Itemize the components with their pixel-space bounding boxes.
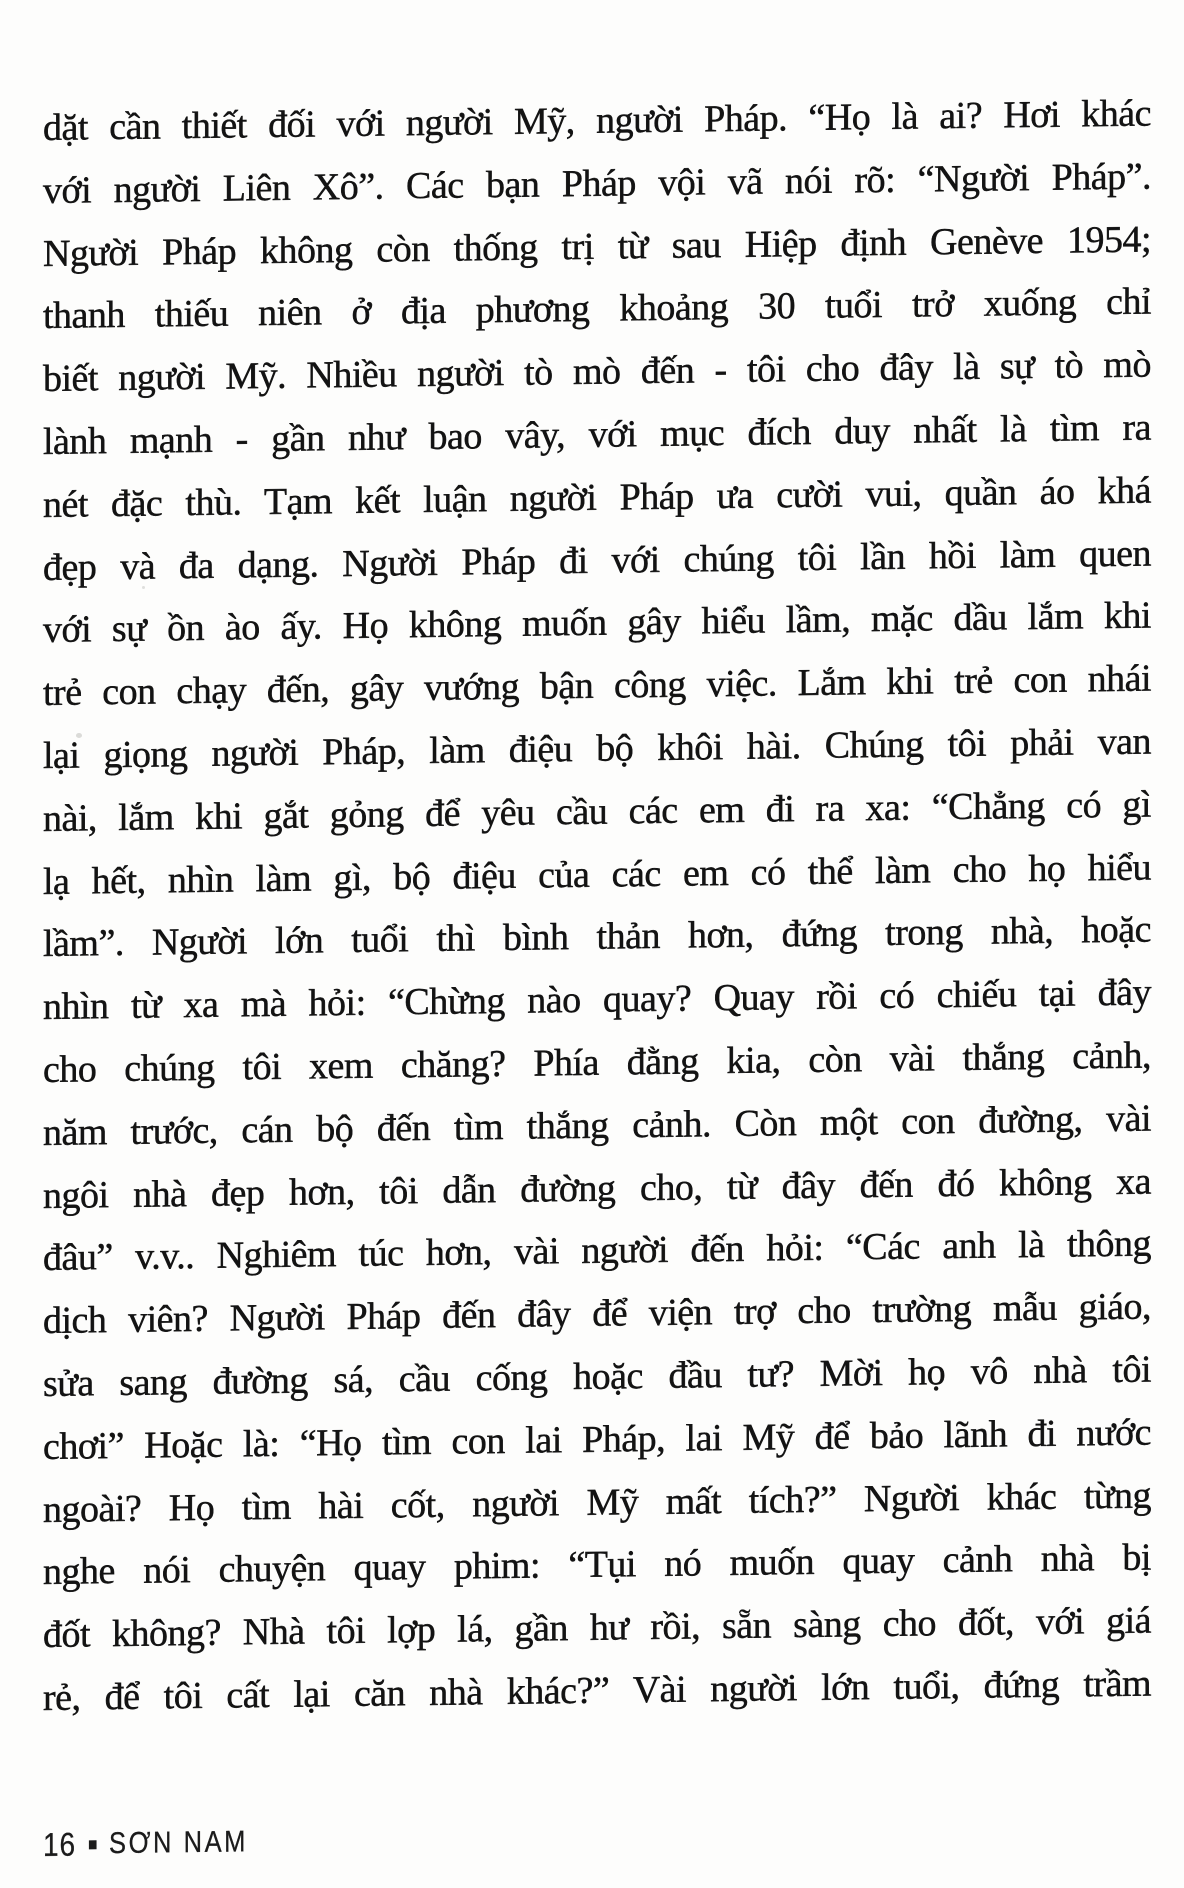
page-text-block	[43, 82, 1151, 1863]
text-line: thanh thiếu niên ở địa phương khoảng 30 tuổi trở xuống chỉ	[43, 280, 1151, 338]
text-line: với người Liên Xô”. Các bạn Pháp vội vã nói rõ: “Người Pháp”.	[43, 155, 1151, 212]
text-line: trẻ con chạy đến, gây vướng bận công việc. Lắm khi trẻ con nhái	[43, 657, 1151, 715]
text-line: lành mạnh - gần như bao vây, với mục đích duy nhất là tìm ra	[43, 406, 1151, 463]
text-line: năm trước, cán bộ đến tìm thắng cảnh. Còn một con đường, vài	[43, 1097, 1151, 1154]
text-line: lại giọng người Pháp, làm điệu bộ khôi hài. Chúng tôi phải van	[43, 720, 1151, 777]
text-line: ngoài? Họ tìm hài cốt, người Mỹ mất tích?” Người khác từng	[43, 1474, 1151, 1531]
text-line: cho chúng tôi xem chăng? Phía đằng kia, còn vài thắng cảnh,	[43, 1034, 1151, 1091]
text-line: dặt cần thiết đối với người Mỹ, người Pháp. “Họ là ai? Hơi khác	[43, 92, 1151, 149]
text-line: dịch viên? Người Pháp đến đây để viện trợ cho trường mẫu giáo,	[43, 1285, 1151, 1343]
text-line: đẹp và đa dạng. Người Pháp đi với chúng tôi lần hồi làm quen	[43, 532, 1151, 589]
text-line: nhìn từ xa mà hỏi: “Chừng nào quay? Quay rồi có chiếu tại đây	[43, 971, 1151, 1029]
text-line: đốt không? Nhà tôi lợp lá, gần hư rồi, sẵn sàng cho đốt, với giá	[43, 1599, 1151, 1657]
text-line: nài, lắm khi gắt gỏng để yêu cầu các em đi ra xa: “Chẳng có gì	[43, 783, 1151, 840]
text-line: sửa sang đường sá, cầu cống hoặc đầu tư? Mời họ vô nhà tôi	[43, 1348, 1151, 1405]
text-line: ngôi nhà đẹp hơn, tôi dẫn đường cho, từ đây đến đó không xa	[43, 1160, 1151, 1217]
running-title: SƠN NAM	[109, 1825, 248, 1860]
text-line: chơi” Hoặc là: “Họ tìm con lai Pháp, lai Mỹ để bảo lãnh đi nước	[43, 1411, 1151, 1468]
page-footer	[43, 1813, 985, 1863]
text-line: rẻ, để tôi cất lại căn nhà khác?” Vài người lớn tuổi, đứng trầm	[43, 1662, 1151, 1719]
text-line: nét đặc thù. Tạm kết luận người Pháp ưa cười vui, quần áo khá	[43, 469, 1151, 526]
text-line: biết người Mỹ. Nhiều người tò mò đến - tôi cho đây là sự tò mò	[43, 343, 1151, 401]
text-line: lầm”. Người lớn tuổi thì bình thản hơn, đứng trong nhà, hoặc	[43, 908, 1151, 966]
page-number: 16	[43, 1825, 76, 1863]
text-line: với sự ồn ào ấy. Họ không muốn gây hiểu lầm, mặc dầu lắm khi	[43, 594, 1151, 652]
text-line: đâu” v.v.. Nghiêm túc hơn, vài người đến hỏi: “Các anh là thông	[43, 1222, 1151, 1280]
text-line: nghe nói chuyện quay phim: “Tụi nó muốn quay cảnh nhà bị	[43, 1536, 1151, 1594]
square-bullet-icon	[89, 1841, 97, 1850]
text-line: lạ hết, nhìn làm gì, bộ điệu của các em có thể làm cho họ hiểu	[43, 846, 1151, 903]
text-line: Người Pháp không còn thống trị từ sau Hiệp định Genève 1954;	[43, 218, 1151, 275]
